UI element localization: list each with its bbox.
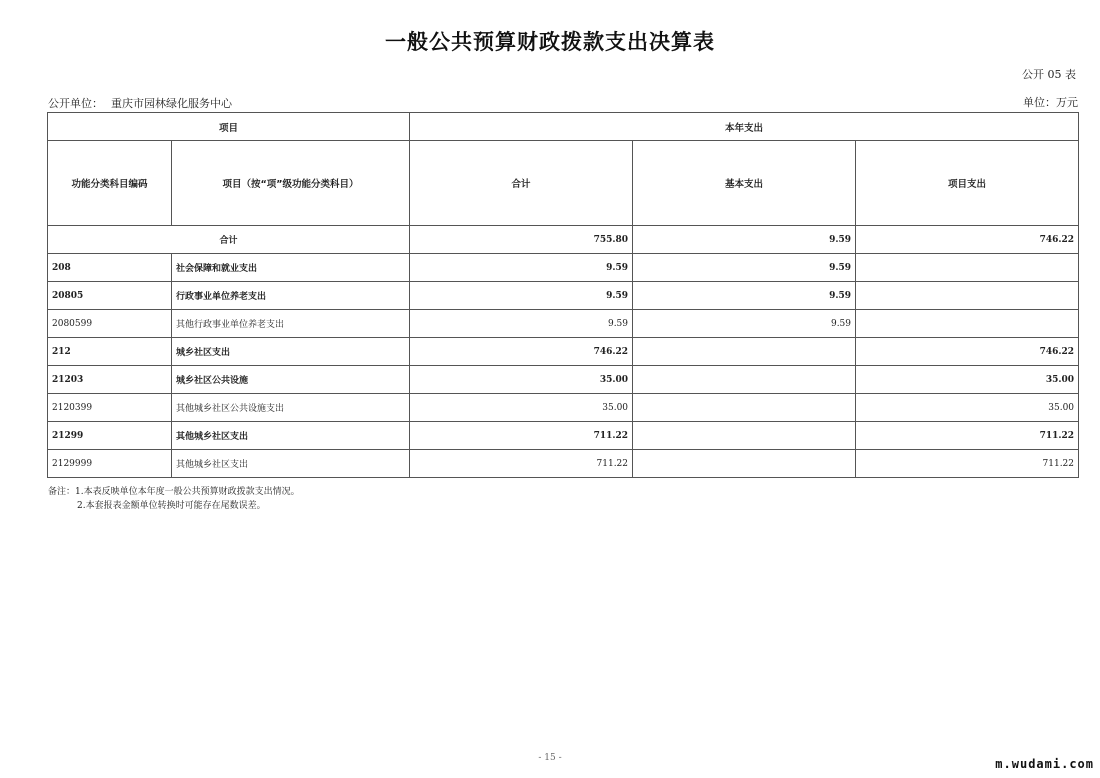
row-code: 208 <box>48 254 172 282</box>
notes <box>48 485 300 513</box>
row-code: 20805 <box>48 282 172 310</box>
row-name: 城乡社区支出 <box>172 338 410 366</box>
total-row <box>48 226 1079 254</box>
row-project <box>856 254 1079 282</box>
header-project: 项目支出 <box>856 141 1079 226</box>
row-project <box>856 310 1079 338</box>
reporting-unit-name: 重庆市园林绿化服务中心 <box>111 97 232 110</box>
row-code: 21203 <box>48 366 172 394</box>
row-code: 2129999 <box>48 450 172 478</box>
row-name: 行政事业单位养老支出 <box>172 282 410 310</box>
row-code: 212 <box>48 338 172 366</box>
row-total: 711.22 <box>410 422 633 450</box>
row-total: 35.00 <box>410 394 633 422</box>
reporting-unit-label: 公开单位： <box>48 97 103 110</box>
row-name: 其他城乡社区公共设施支出 <box>172 394 410 422</box>
row-name: 其他城乡社区支出 <box>172 422 410 450</box>
site-watermark: m.wudami.com <box>995 757 1094 771</box>
table-row <box>48 366 1079 394</box>
row-name: 其他行政事业单位养老支出 <box>172 310 410 338</box>
note-line-2: 2.本套报表金额单位转换时可能存在尾数误差。 <box>77 501 266 511</box>
page-number: - 15 - <box>538 753 562 763</box>
table-row <box>48 310 1079 338</box>
row-basic: 9.59 <box>633 282 856 310</box>
row-name: 社会保障和就业支出 <box>172 254 410 282</box>
row-project: 711.22 <box>856 450 1079 478</box>
row-basic <box>633 394 856 422</box>
row-project <box>856 282 1079 310</box>
table-row <box>48 422 1079 450</box>
header-expense-group: 本年支出 <box>410 113 1079 141</box>
total-row-label: 合计 <box>48 226 410 254</box>
header-row-group <box>48 113 1079 141</box>
expenditure-table <box>47 112 1079 478</box>
table-row <box>48 282 1079 310</box>
note-line-1: 备注：1.本表反映单位本年度一般公共预算财政拨款支出情况。 <box>48 487 300 497</box>
row-code: 21299 <box>48 422 172 450</box>
row-code: 2080599 <box>48 310 172 338</box>
header-item-group: 项目 <box>48 113 410 141</box>
row-project: 746.22 <box>856 338 1079 366</box>
row-basic <box>633 422 856 450</box>
row-total: 746.22 <box>410 338 633 366</box>
row-total: 9.59 <box>410 254 633 282</box>
header-name: 项目（按“项”级功能分类科目） <box>172 141 410 226</box>
row-name: 城乡社区公共设施 <box>172 366 410 394</box>
table-row <box>48 450 1079 478</box>
reporting-unit <box>48 95 232 111</box>
form-number: 公开 05 表 <box>1022 68 1076 81</box>
table-row <box>48 338 1079 366</box>
table-row <box>48 254 1079 282</box>
total-row-total: 755.80 <box>410 226 633 254</box>
row-basic <box>633 450 856 478</box>
row-project: 35.00 <box>856 394 1079 422</box>
document-title: 一般公共预算财政拨款支出决算表 <box>385 30 715 54</box>
row-project: 711.22 <box>856 422 1079 450</box>
row-basic: 9.59 <box>633 254 856 282</box>
row-name: 其他城乡社区支出 <box>172 450 410 478</box>
row-basic <box>633 366 856 394</box>
total-row-basic: 9.59 <box>633 226 856 254</box>
header-total: 合计 <box>410 141 633 226</box>
header-basic: 基本支出 <box>633 141 856 226</box>
header-row-columns <box>48 141 1079 226</box>
currency-unit: 单位：万元 <box>1023 96 1078 109</box>
row-basic: 9.59 <box>633 310 856 338</box>
header-code: 功能分类科目编码 <box>48 141 172 226</box>
row-total: 711.22 <box>410 450 633 478</box>
row-project: 35.00 <box>856 366 1079 394</box>
row-total: 35.00 <box>410 366 633 394</box>
table-row <box>48 394 1079 422</box>
row-code: 2120399 <box>48 394 172 422</box>
row-total: 9.59 <box>410 310 633 338</box>
row-basic <box>633 338 856 366</box>
total-row-project: 746.22 <box>856 226 1079 254</box>
row-total: 9.59 <box>410 282 633 310</box>
